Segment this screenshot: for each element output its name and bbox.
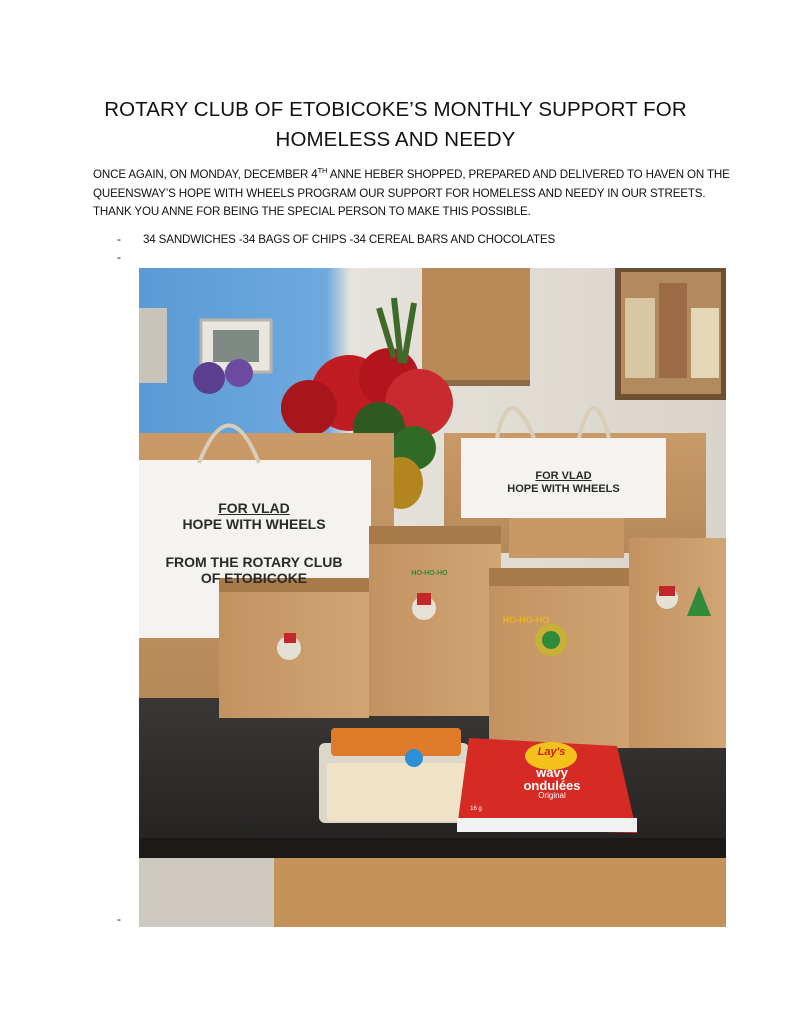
chips-line-3: Original [538, 791, 566, 800]
body-text-start: ONCE AGAIN, ON MONDAY, DECEMBER 4 [93, 168, 318, 181]
list-marker: - [117, 912, 121, 926]
chips-brand: Lay's [537, 746, 566, 758]
body-text-rest: ANNE HEBER SHOPPED, PREPARED AND DELIVERED TO HAVEN ON THE QUEENSWAY’S HOPE WITH WHEELS PROGRAM OUR SUPPORT FOR HOMELESS AND NEEDY IN OUR STREETS. THANK YOU ANNE FOR BEING THE SPECIAL PERSON TO MAKE THIS POSSIBLE. [93, 168, 730, 218]
left-bag-line-1: FOR VLAD [218, 500, 290, 516]
body-paragraph [93, 166, 733, 222]
chips-weight: 16 g [470, 806, 482, 812]
left-bag-line-3: FROM THE ROTARY CLUB [165, 554, 343, 571]
sticker-text-2: HO-HO-HO [502, 615, 550, 625]
photo-illustration [139, 268, 726, 927]
right-bag-text [461, 470, 666, 495]
right-bag-line-2: HOPE WITH WHEELS [507, 482, 620, 495]
list-item: 34 SANDWICHES -34 BAGS OF CHIPS -34 CEREAL BARS AND CHOCOLATES [143, 233, 556, 246]
left-bag-text [149, 500, 359, 586]
left-bag-line-2: HOPE WITH WHEELS [182, 516, 326, 533]
title-line-1: ROTARY CLUB OF ETOBICOKE’S MONTHLY SUPPORT FOR [104, 98, 687, 121]
title-line-2: HOMELESS AND NEEDY [275, 128, 516, 151]
donation-photo [139, 268, 726, 927]
ordinal-superscript: TH [317, 166, 328, 175]
chips-line-1: wavy [536, 765, 568, 780]
page-title [60, 95, 731, 155]
right-bag-line-1: FOR VLAD [535, 470, 592, 482]
cabinet-shape [422, 268, 530, 383]
chips-flavor [487, 766, 617, 800]
left-bag-line-4: OF ETOBICOKE [200, 570, 308, 587]
list-marker: - [117, 250, 121, 264]
sticker-text-1: HO-HO-HO [411, 570, 448, 577]
chips-line-2: ondulées [523, 778, 581, 793]
list-marker: - [117, 232, 121, 246]
